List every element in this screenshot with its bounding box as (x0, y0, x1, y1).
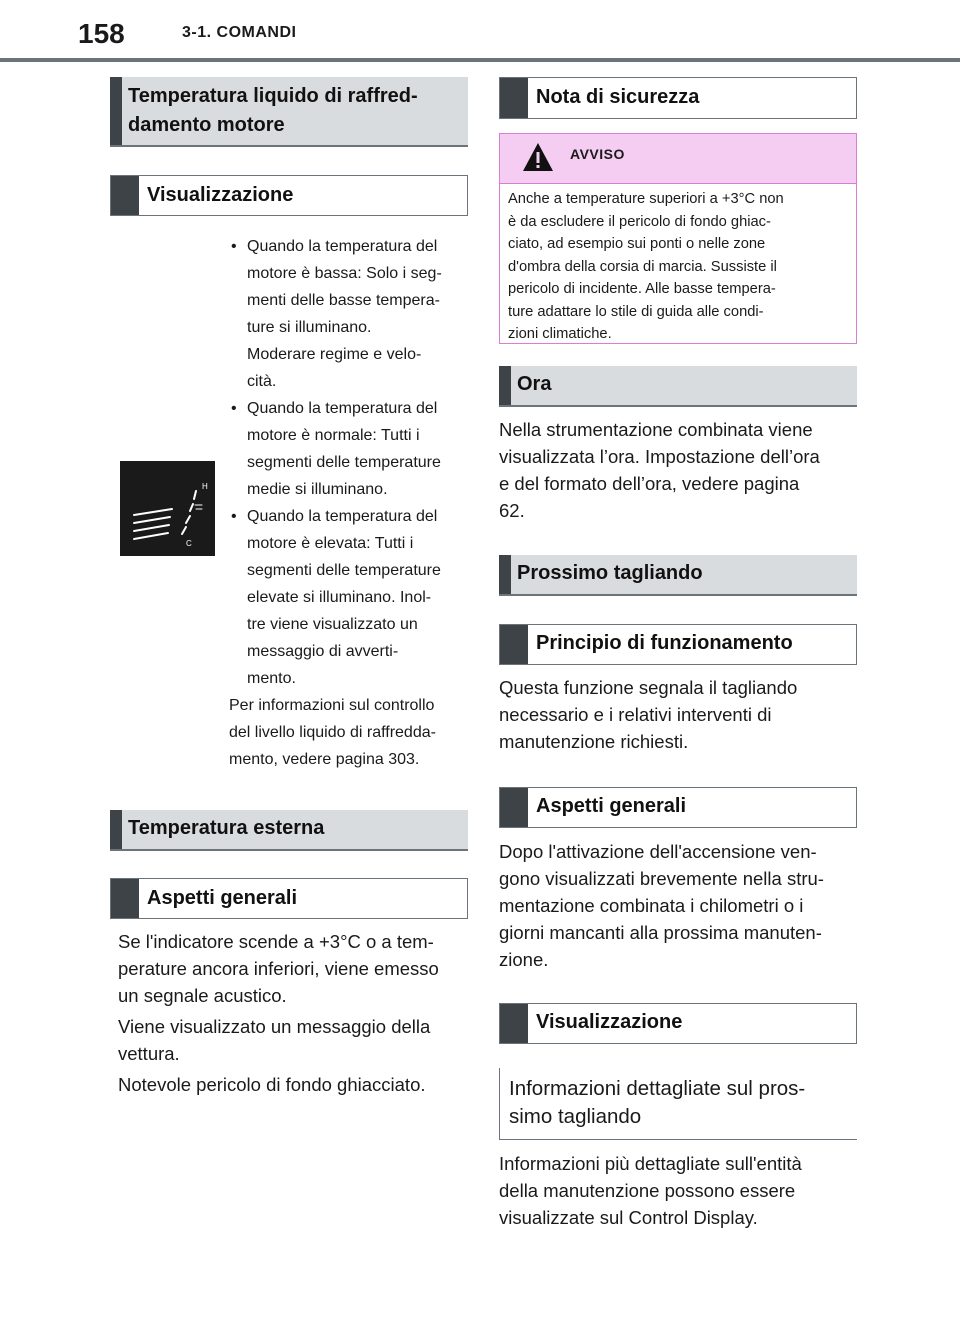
info-title-line: simo tagliando (509, 1105, 642, 1128)
heading-next-service: Prossimo tagliando (499, 555, 857, 596)
warning-title: AVVISO (570, 146, 625, 162)
aspetti-paragraph: Dopo l'attivazione dell'accensione ven- gono visualizzati brevemente nella stru- mentazione combinata i chilometri o i giorni mancanti alla prossima manuten- zione. (499, 841, 824, 970)
section-title: 3-1. COMANDI (182, 24, 297, 41)
outside-temp-paragraph: Notevole pericolo di fondo ghiacciato. (118, 1074, 426, 1095)
outside-temp-paragraph: Viene visualizzato un messaggio della vettura. (118, 1016, 431, 1064)
list-item: • Quando la temperatura del motore è bassa: Solo i seg- menti delle basse tempera- ture si illuminano. Moderare regime e velo- cità. (229, 233, 469, 395)
gauge-low-label: C (186, 539, 192, 548)
heading-line: Temperatura liquido di raffred- (128, 85, 418, 107)
temperature-bullet-list (229, 233, 469, 692)
heading-coolant-temperature (110, 77, 468, 147)
warning-triangle-icon (522, 142, 554, 172)
page-number: 158 (78, 18, 125, 49)
list-item: • Quando la temperatura del motore è normale: Tutti i segmenti delle temperature medie si illuminano. (229, 395, 469, 503)
heading-safety-note: Nota di sicurezza (499, 77, 857, 119)
subheading-aspetti-generali: Aspetti generali (110, 878, 468, 919)
coolant-gauge-image (120, 461, 215, 556)
subheading-visualizzazione-right: Visualizzazione (499, 1003, 857, 1044)
info-title-line: Informazioni dettagliate sul pros- (509, 1077, 806, 1100)
coolant-gauge-icon (120, 461, 215, 556)
list-item: • Quando la temperatura del motore è elevata: Tutti i segmenti delle temperature elevate si illuminano. Inol- tre viene visualizzato un messaggio di avverti- mento. (229, 503, 469, 692)
gauge-high-label: H (202, 482, 208, 491)
subheading-visualizzazione: Visualizzazione (110, 175, 468, 216)
warning-text: Anche a temperature superiori a +3°C non è da escludere il pericolo di fondo ghiac- ciato, ad esempio sui ponti o nelle zone d'ombra della corsia di marcia. Sussiste il pericolo di incidente. Alle basse tempera- ture adattare lo stile di guida alle condi- zioni climatiche. (508, 191, 784, 342)
info-title-block (499, 1068, 857, 1140)
clock-paragraph: Nella strumentazione combinata viene visualizzata l’ora. Impostazione dell’ora e del formato dell’ora, vedere pagina 62. (499, 419, 820, 521)
outside-temp-paragraph: Se l'indicatore scende a +3°C o a tem- perature ancora inferiori, viene emesso un segnale acustico. (118, 931, 439, 1006)
warning-box (499, 133, 857, 344)
heading-line: damento motore (128, 114, 285, 136)
heading-outside-temperature: Temperatura esterna (110, 810, 468, 851)
coolant-info-paragraph: Per informazioni sul controllo del livello liquido di raffredda- mento, vedere pagina 303. (229, 697, 436, 768)
heading-clock: Ora (499, 366, 857, 407)
info-paragraph: Informazioni più dettagliate sull'entità della manutenzione possono essere visualizzate sul Control Display. (499, 1153, 802, 1228)
header-rule (0, 58, 960, 62)
subheading-principio: Principio di funzionamento (499, 624, 857, 665)
subheading-aspetti-generali-right: Aspetti generali (499, 787, 857, 828)
principio-paragraph: Questa funzione segnala il tagliando necessario e i relativi interventi di manutenzione richiesti. (499, 677, 798, 752)
warning-header (500, 134, 856, 184)
